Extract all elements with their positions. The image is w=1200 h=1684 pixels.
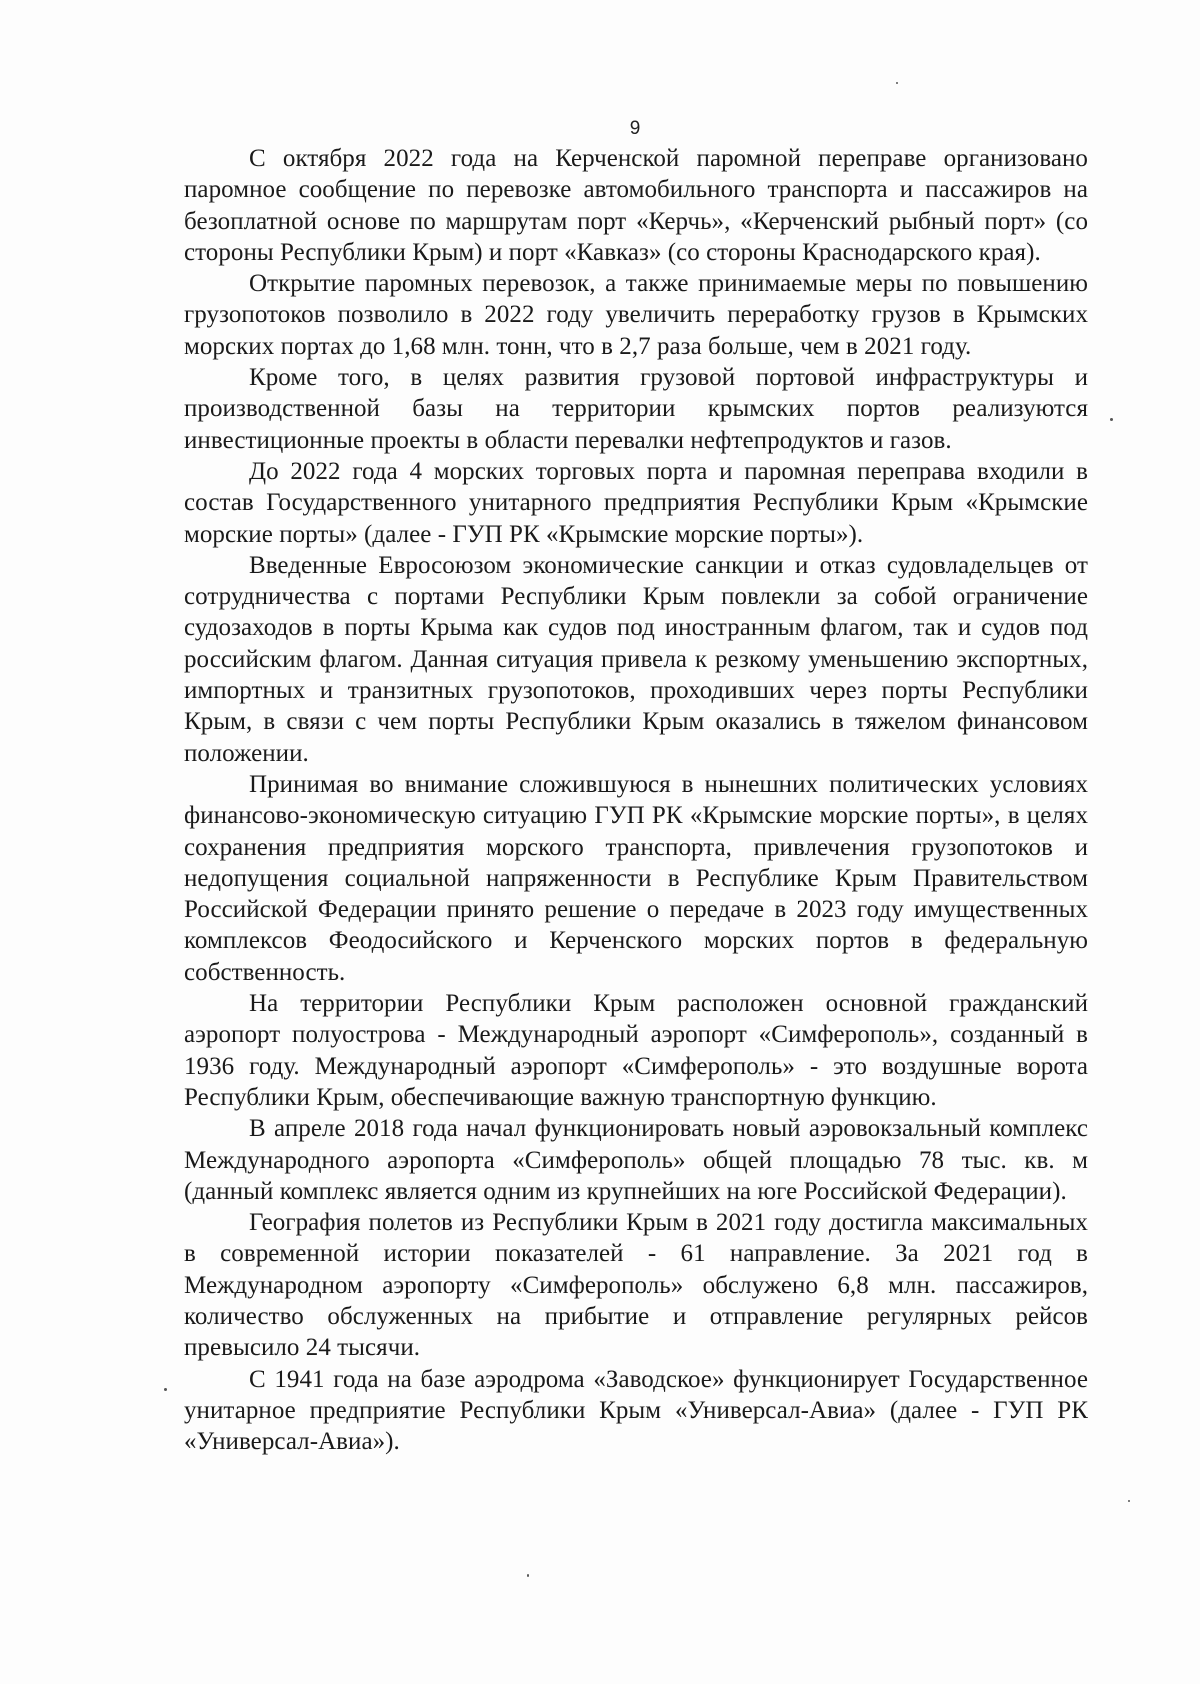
scan-speck (527, 1574, 529, 1577)
scan-speck (1128, 1500, 1130, 1502)
paragraph-federal-transfer: Принимая во внимание сложившуюся в нынешних политических условиях финансово-экономическую ситуацию ГУП РК «Крымские морские порты», в целях сохранения предприятия морского транспорта, привлечения грузопотоков и недопущения социальной напряженности в Республике Крым Правительством Российской Федерации принято решение о передаче в 2023 году имущественных комплексов Феодосийского и Керченского морских портов в федеральную собственность. (184, 770, 1088, 986)
scan-speck (896, 82, 898, 84)
scan-speck (164, 1388, 167, 1391)
paragraph-sanctions: Введенные Евросоюзом экономические санкции и отказ судовладельцев от сотрудничества с портами Республики Крым повлекли за собой ограничение судозаходов в порты Крыма как судов под иностранным флагом, так и судов под российским флагом. Данная ситуация привела к резкому уменьшению экспортных, импортных и транзитных грузопотоков, проходивших через порты Республики Крым, в связи с чем порты Республики Крым оказались в тяжелом финансовом положении. (184, 551, 1088, 767)
paragraph-universal-avia: С 1941 года на базе аэродрома «Заводское» функционирует Государственное унитарное предприятие Республики Крым «Универсал-Авиа» (далее - ГУП РК «Универсал-Авиа»). (184, 1365, 1088, 1456)
paragraph-air-terminal: В апреле 2018 года начал функционировать новый аэровокзальный комплекс Международного аэропорта «Симферополь» общей площадью 78 тыс. кв. м (данный комплекс является одним из крупнейших на юге Российской Федерации). (184, 1115, 1088, 1205)
paragraph-cargo-growth: Открытие паромных перевозок, а также принимаемые меры по повышению грузопотоков позволило в 2022 году увеличить переработку грузов в Крымских морских портах до 1,68 млн. тонн, что в 2,7 раза больше, чем в 2021 году. (184, 270, 1088, 360)
paragraph-port-infrastructure: Кроме того, в целях развития грузовой портовой инфраструктуры и производственной базы на территории крымских портов реализуются инвестиционные проекты в области перевалки нефтепродуктов и газов. (184, 364, 1088, 454)
scan-speck (1110, 418, 1113, 421)
paragraph-flight-geography: География полетов из Республики Крым в 2021 году достигла максимальных в современной истории показателей - 61 направление. За 2021 год в Международном аэропорту «Симферополь» обслужено 6,8 млн. пассажиров, количество обслуженных на прибытие и отправление регулярных рейсов превысило 24 тысячи. (184, 1209, 1088, 1362)
document-body (184, 143, 1088, 1457)
page-number: 9 (629, 118, 641, 139)
paragraph-kerch-ferry: С октября 2022 года на Керченской паромной переправе организовано паромное сообщение по перевозке автомобильного транспорта и пассажиров на безоплатной основе по маршрутам порт «Керчь», «Керченский рыбный порт» (со стороны Республики Крым) и порт «Кавказ» (со стороны Краснодарского края). (184, 145, 1088, 266)
paragraph-crimean-sea-ports: До 2022 года 4 морских торговых порта и паромная переправа входили в состав Государственного унитарного предприятия Республики Крым «Крымские морские порты» (далее - ГУП РК «Крымские морские порты»). (184, 457, 1088, 548)
paragraph-simferopol-airport: На территории Республики Крым расположен основной гражданский аэропорт полуострова - Международный аэропорт «Симферополь», созданный в 1936 году. Международный аэропорт «Симферополь» - это воздушные ворота Республики Крым, обеспечивающие важную транспортную функцию. (184, 990, 1088, 1111)
